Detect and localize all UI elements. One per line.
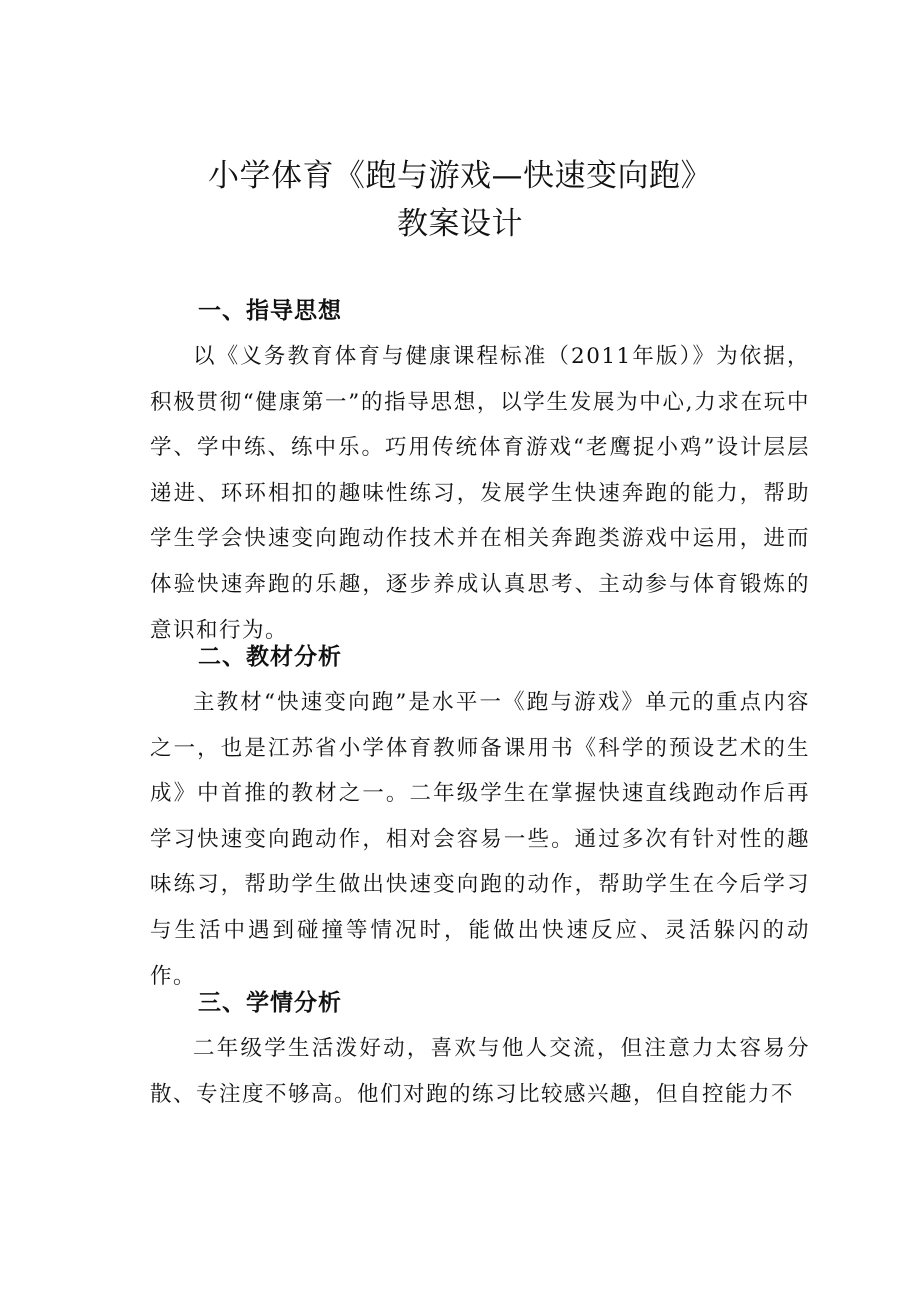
section-body-student-analysis: 二年级学生活泼好动，喜欢与他人交流，但注意力太容易分散、专注度不够高。他们对跑的练习比较感兴趣，但自控能力不: [150, 1036, 810, 1107]
section-body-teaching-material-analysis: 主教材“快速变向跑”是水平一《跑与游戏》单元的重点内容之一，也是江苏省小学体育教师备课用书《科学的预设艺术的生成》中首推的教材之一。二年级学生在掌握快速直线跑动作后再学习快速变向跑动作，相对会容易一些。通过多次有针对性的趣味练习，帮助学生做出快速变向跑的动作，帮助学生在今后学习与生活中遇到碰撞等情况时，能做出快速反应、灵活躲闪的动作。: [150, 690, 810, 989]
section-heading-guiding-ideology: 一、指导思想: [198, 298, 342, 324]
document-title-line-1: 小学体育《跑与游戏—快速变向跑》: [208, 158, 712, 194]
section-heading-student-analysis: 三、学情分析: [198, 990, 342, 1016]
section-body-guiding-ideology: 以《义务教育体育与健康课程标准（2011年版）》为依据，积极贯彻“健康第一”的指导思想，以学生发展为中心,力求在玩中学、学中练、练中乐。巧用传统体育游戏“老鹰捉小鸡”设计层层递进、环环相扣的趣味性练习，发展学生快速奔跑的能力，帮助学生学会快速变向跑动作技术并在相关奔跑类游戏中运用，进而体验快速奔跑的乐趣，逐步养成认真思考、主动参与体育锻炼的意识和行为。: [150, 344, 810, 643]
document-title-line-2: 教案设计: [397, 206, 523, 242]
section-heading-teaching-material-analysis: 二、教材分析: [198, 644, 342, 670]
